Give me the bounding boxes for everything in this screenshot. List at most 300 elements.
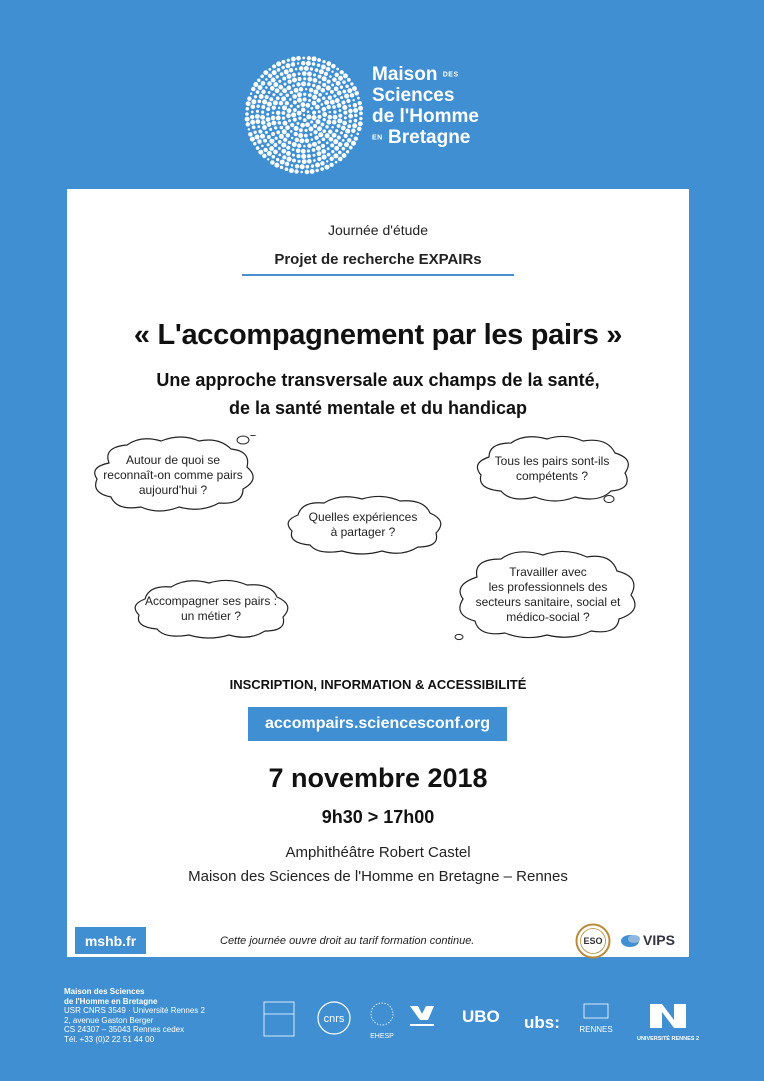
logo-dot (276, 130, 280, 134)
logo-dot (324, 100, 329, 105)
logo-dot (352, 86, 357, 91)
org-en: EN (372, 134, 383, 142)
logo-dot (279, 134, 284, 139)
logo-dot (320, 167, 324, 171)
logo-dot (278, 121, 282, 125)
logo-dot (335, 73, 339, 77)
mshb-dot-sphere-logo (244, 55, 364, 175)
logo-dot (284, 83, 287, 86)
logo-dot (305, 103, 310, 108)
logo-dot (262, 154, 266, 158)
logo-dot (251, 104, 256, 109)
logo-dot (286, 93, 290, 97)
logo-dot (307, 154, 311, 158)
logo-dot (276, 75, 279, 78)
logo-dot (322, 112, 327, 117)
logo-dot (292, 94, 297, 99)
logo-dot (326, 160, 328, 162)
logo-dot (338, 76, 343, 81)
logo-dot (265, 95, 269, 99)
event-date: 7 novembre 2018 (268, 763, 488, 793)
logo-dot (300, 123, 305, 128)
logo-dot (292, 78, 297, 83)
logo-dot (294, 132, 298, 136)
logo-dot (332, 133, 337, 138)
logo-dot (302, 71, 307, 76)
logo-dot (323, 118, 326, 121)
thought-cloud-professionals (451, 549, 645, 641)
logo-dot (359, 112, 363, 116)
logo-dot (325, 125, 328, 128)
logo-dot (326, 105, 330, 109)
logo-dot (246, 122, 250, 126)
logo-dot (318, 93, 322, 97)
logo-dot (297, 62, 299, 64)
event-title: « L'accompagnement par les pairs » (133, 319, 623, 351)
logo-dot (289, 68, 293, 72)
logo-dot (343, 73, 348, 78)
logo-dot (322, 107, 327, 112)
logo-dot (312, 111, 316, 115)
logo-dot (319, 69, 324, 74)
org-line-3: de l'Homme (372, 106, 479, 128)
logo-dot (316, 119, 321, 124)
cloud-line: Accompagner ses pairs : (144, 594, 278, 608)
logo-dot (295, 68, 298, 71)
subtitle-line-2: de la santé mentale et du handicap (228, 398, 528, 418)
logo-dot (251, 111, 254, 114)
logo-dot (255, 114, 260, 119)
logo-dot (292, 148, 295, 151)
logo-dot (351, 141, 356, 146)
logo-dot (310, 67, 313, 70)
logo-dot (325, 133, 330, 138)
logo-dot (304, 66, 309, 71)
logo-dot (305, 122, 310, 127)
address-line-1: USR CNRS 3549 · Université Rennes 2 (64, 1006, 205, 1016)
logo-dot (340, 70, 344, 74)
logo-dot (258, 99, 262, 103)
logo-dot (337, 91, 342, 96)
logo-dot (306, 165, 310, 169)
logo-dot (291, 57, 296, 62)
cloud-line: les professionnels des (488, 580, 608, 594)
logo-dot (326, 67, 330, 71)
logo-dot (282, 88, 287, 93)
logo-dot (300, 164, 305, 169)
logo-dot (272, 106, 276, 110)
logo-dot (347, 124, 351, 128)
logo-dot (259, 94, 264, 99)
logo-dot (286, 113, 291, 118)
logo-dot (288, 119, 291, 122)
logo-dot (308, 99, 311, 102)
logo-dot (346, 150, 349, 153)
logo-dot (276, 158, 279, 161)
logo-dot (281, 149, 286, 154)
logo-dot (293, 118, 297, 122)
logo-dot (334, 146, 339, 151)
logo-dot (313, 78, 318, 83)
logo-dot (342, 90, 346, 94)
cloud-line: à partager ? (330, 525, 396, 539)
logo-dot (354, 136, 358, 140)
logo-dot (335, 161, 338, 164)
address-line-3: CS 24307 – 35043 Rennes cedex (64, 1025, 185, 1035)
logo-dot (336, 68, 339, 71)
logo-dot (309, 127, 314, 132)
cloud-line: reconnaît-on comme pairs (103, 467, 243, 482)
ubo-logo (462, 1007, 500, 1026)
logo-dot (277, 68, 281, 72)
logo-dot (258, 129, 262, 133)
logo-dot (294, 88, 299, 93)
logo-dot (340, 131, 343, 134)
logo-dot (347, 88, 352, 93)
logo-dot (337, 103, 342, 108)
org-des: DES (442, 71, 459, 79)
logo-dot (287, 59, 290, 62)
logo-dot (266, 117, 271, 122)
logo-dot (350, 82, 353, 85)
logo-dot (348, 114, 353, 119)
logo-dot (291, 164, 294, 167)
content-card (67, 189, 689, 957)
logo-dot (266, 113, 269, 116)
logo-dot (358, 106, 363, 111)
logo-dot (274, 126, 277, 129)
logo-dot (330, 90, 334, 94)
logo-dot (294, 126, 299, 131)
logo-dot (357, 97, 360, 100)
ubs-label: ubs: (524, 1013, 560, 1032)
logo-dot (317, 140, 320, 143)
logo-dot (263, 139, 267, 143)
logo-dot (342, 121, 347, 126)
logo-dot (292, 73, 296, 77)
logo-dot (342, 105, 347, 110)
logo-dot (292, 142, 297, 147)
logo-dot (350, 134, 352, 136)
logo-dot (350, 93, 354, 97)
logo-dot (354, 119, 358, 123)
logo-dot (312, 56, 317, 61)
logo-dot (340, 96, 343, 99)
logo-dot (284, 69, 289, 74)
logo-dot (309, 88, 313, 92)
logo-dot (338, 142, 343, 147)
logo-dot (316, 146, 321, 151)
cloud-line: Travailler avec (509, 565, 587, 579)
logo-dot (331, 150, 334, 153)
ehesp-logo (370, 1003, 394, 1040)
thought-cloud-competence (467, 435, 637, 503)
logo-dot (297, 144, 301, 148)
logo-dot (339, 109, 342, 112)
logo-dot (301, 108, 306, 113)
logo-dot (305, 170, 310, 175)
logo-dot (332, 77, 337, 82)
logo-dot (269, 146, 274, 151)
logo-dot (322, 76, 327, 81)
logo-dot (252, 125, 256, 129)
registration-heading: INSCRIPTION, INFORMATION & ACCESSIBILITÉ (229, 677, 527, 692)
logo-dot (278, 80, 281, 83)
logo-dot (303, 77, 306, 80)
logo-dot (262, 125, 267, 130)
logo-dot (267, 122, 272, 127)
logo-dot (314, 135, 318, 139)
logo-dot (322, 137, 326, 141)
logo-dot (267, 81, 272, 86)
logo-dot (306, 114, 311, 119)
logo-dot (330, 143, 334, 147)
thought-cloud-pairs-recognition (83, 435, 263, 515)
logo-dot (311, 164, 314, 167)
logo-dot (342, 153, 347, 158)
imt-logo (410, 1006, 434, 1026)
logo-dot (296, 82, 300, 86)
logo-dot (258, 85, 263, 90)
logo-dot (326, 120, 331, 125)
logo-dot (328, 115, 332, 119)
logo-dot (276, 61, 281, 66)
logo-dot (272, 155, 276, 159)
logo-dot (251, 87, 255, 91)
logo-dot (285, 101, 289, 105)
logo-dot (248, 128, 250, 130)
footer-address (64, 987, 205, 1045)
logo-dot (272, 64, 276, 68)
logo-dot (301, 154, 306, 159)
logo-dot (344, 116, 347, 119)
logo-dot (250, 115, 254, 119)
logo-dot (265, 78, 268, 81)
logo-dot (306, 61, 311, 66)
logo-dot (273, 100, 278, 105)
training-note: Cette journée ouvre droit au tarif formation continue. (220, 935, 475, 947)
logo-dot (292, 159, 296, 163)
eso-logo (575, 923, 611, 959)
logo-dot (338, 114, 342, 118)
logo-dot (260, 75, 264, 79)
logo-dot (286, 63, 291, 68)
logo-dot (257, 79, 261, 83)
logo-dot (304, 129, 307, 132)
logo-dot (337, 124, 341, 128)
logo-dot (270, 160, 274, 164)
logo-dot (299, 138, 304, 143)
logo-dot (312, 101, 317, 106)
logo-dot (333, 94, 336, 97)
logo-dot (290, 123, 294, 127)
logo-dot (246, 107, 250, 111)
logo-dot (261, 105, 265, 109)
logo-dot (354, 91, 359, 96)
logo-dot (307, 159, 312, 164)
logo-dot (282, 77, 286, 81)
organization-name (372, 64, 479, 149)
event-subtitle (67, 366, 689, 422)
logo-dot (274, 163, 279, 168)
logo-dot (318, 81, 321, 84)
logo-dot (282, 129, 287, 134)
logo-dot (304, 134, 308, 138)
logo-dot (356, 133, 359, 136)
logo-dot (312, 95, 317, 100)
logo-dot (345, 129, 350, 134)
logo-dot (315, 169, 318, 172)
logo-dot (334, 86, 339, 91)
logo-dot (341, 126, 346, 131)
logo-dot (336, 81, 341, 86)
org-line-4: Bretagne (388, 127, 471, 149)
logo-dot (353, 108, 358, 113)
logo-dot (302, 159, 307, 164)
logo-dot (297, 154, 301, 158)
logo-dot (256, 146, 260, 150)
subtitle-line-1: Une approche transversale aux champs de la santé, (156, 370, 600, 390)
cloud-line: médico-social ? (506, 610, 590, 624)
logo-dot (305, 138, 310, 143)
org-line-2: Sciences (372, 85, 455, 107)
logo-dot (294, 169, 298, 173)
logo-dot (317, 126, 322, 131)
cloud-line: Tous les pairs sont-ils (494, 454, 610, 468)
logo-dot (293, 100, 297, 104)
logo-dot (261, 111, 264, 114)
logo-dot (256, 110, 259, 113)
logo-dot (312, 115, 317, 120)
logo-dot (313, 159, 316, 162)
logo-dot (327, 80, 331, 84)
rennes-2-label: UNIVERSITÉ RENNES 2 (636, 1036, 700, 1042)
ubs-logo (524, 1013, 560, 1032)
logo-dot (266, 107, 270, 111)
logo-dot (317, 64, 320, 67)
event-time: 9h30 > 17h00 (321, 807, 435, 827)
logo-dot (295, 164, 299, 168)
logo-dot (317, 58, 321, 62)
logo-dot (275, 88, 280, 93)
logo-dot (320, 161, 325, 166)
logo-dot (298, 117, 301, 120)
logo-dot (298, 77, 302, 81)
logo-dot (260, 134, 265, 139)
logo-dot (245, 112, 249, 116)
logo-dot (251, 99, 256, 104)
logo-dot (257, 139, 262, 144)
logo-dot (254, 95, 257, 98)
logo-dot (321, 103, 324, 106)
cloud-line: compétents ? (515, 469, 589, 483)
logo-dot (287, 157, 292, 162)
logo-dot (358, 121, 363, 126)
logo-dot (265, 131, 268, 134)
logo-dot (307, 143, 312, 148)
logo-dot (352, 123, 357, 128)
logo-dot (278, 85, 283, 90)
logo-dot (285, 167, 289, 171)
logo-dot (312, 142, 317, 147)
logo-dot (281, 96, 286, 101)
logo-dot (245, 117, 250, 122)
website-link[interactable]: mshb.fr (75, 927, 146, 954)
logo-dot (346, 99, 350, 103)
vips-logo (619, 929, 689, 953)
logo-dot (326, 61, 331, 66)
logo-dot (291, 137, 293, 139)
logo-dot (250, 93, 252, 95)
logo-dot (297, 105, 300, 108)
logo-dot (272, 93, 275, 96)
logo-dot (248, 132, 252, 136)
logo-dot (333, 110, 336, 113)
logo-dot (349, 120, 352, 123)
logo-dot (282, 105, 287, 110)
registration-url-link[interactable]: accompairs.sciencesconf.org (248, 707, 507, 741)
logo-dot (253, 131, 256, 134)
logo-dot (276, 111, 280, 115)
logo-dot (288, 80, 292, 84)
logo-dot (343, 111, 347, 115)
logo-dot (321, 123, 325, 127)
logo-dot (273, 150, 278, 155)
address-name-1: Maison des Sciences (64, 987, 145, 996)
logo-dot (293, 108, 297, 112)
logo-dot (302, 57, 305, 60)
logo-dot (286, 146, 290, 150)
logo-dot (278, 147, 281, 150)
logo-dot (310, 133, 313, 136)
logo-dot (333, 139, 338, 144)
logo-dot (297, 92, 302, 97)
logo-dot (271, 116, 276, 121)
logo-dot (264, 148, 268, 152)
logo-dot (278, 140, 282, 144)
address-line-2: 2, avenue Gaston Berger (64, 1015, 154, 1025)
logo-dot (285, 162, 290, 167)
logo-dot (297, 122, 300, 125)
logo-dot (313, 154, 316, 157)
universite-rennes-logo (579, 1004, 612, 1034)
logo-dot (348, 105, 351, 108)
logo-dot (329, 75, 332, 78)
cnrs-logo (318, 1002, 350, 1034)
logo-dot (329, 163, 333, 167)
thought-cloud-profession (127, 579, 295, 639)
event-kicker: Journée d'étude (328, 222, 428, 238)
logo-dot (321, 64, 326, 69)
thought-cloud-experiences (278, 495, 448, 555)
logo-dot (299, 66, 304, 71)
logo-dot (280, 72, 284, 76)
logo-dot (263, 70, 268, 75)
logo-dot (358, 101, 362, 105)
logo-dot (283, 121, 288, 126)
logo-dot (331, 126, 334, 129)
logo-dot (268, 68, 271, 71)
logo-dot (291, 112, 296, 117)
logo-dot (272, 111, 275, 114)
logo-dot (313, 124, 317, 128)
logo-dot (297, 160, 300, 163)
logo-dot (325, 92, 328, 95)
logo-dot (312, 62, 316, 66)
logo-dot (352, 99, 354, 101)
logo-dot (289, 98, 292, 101)
logo-dot (326, 141, 329, 144)
